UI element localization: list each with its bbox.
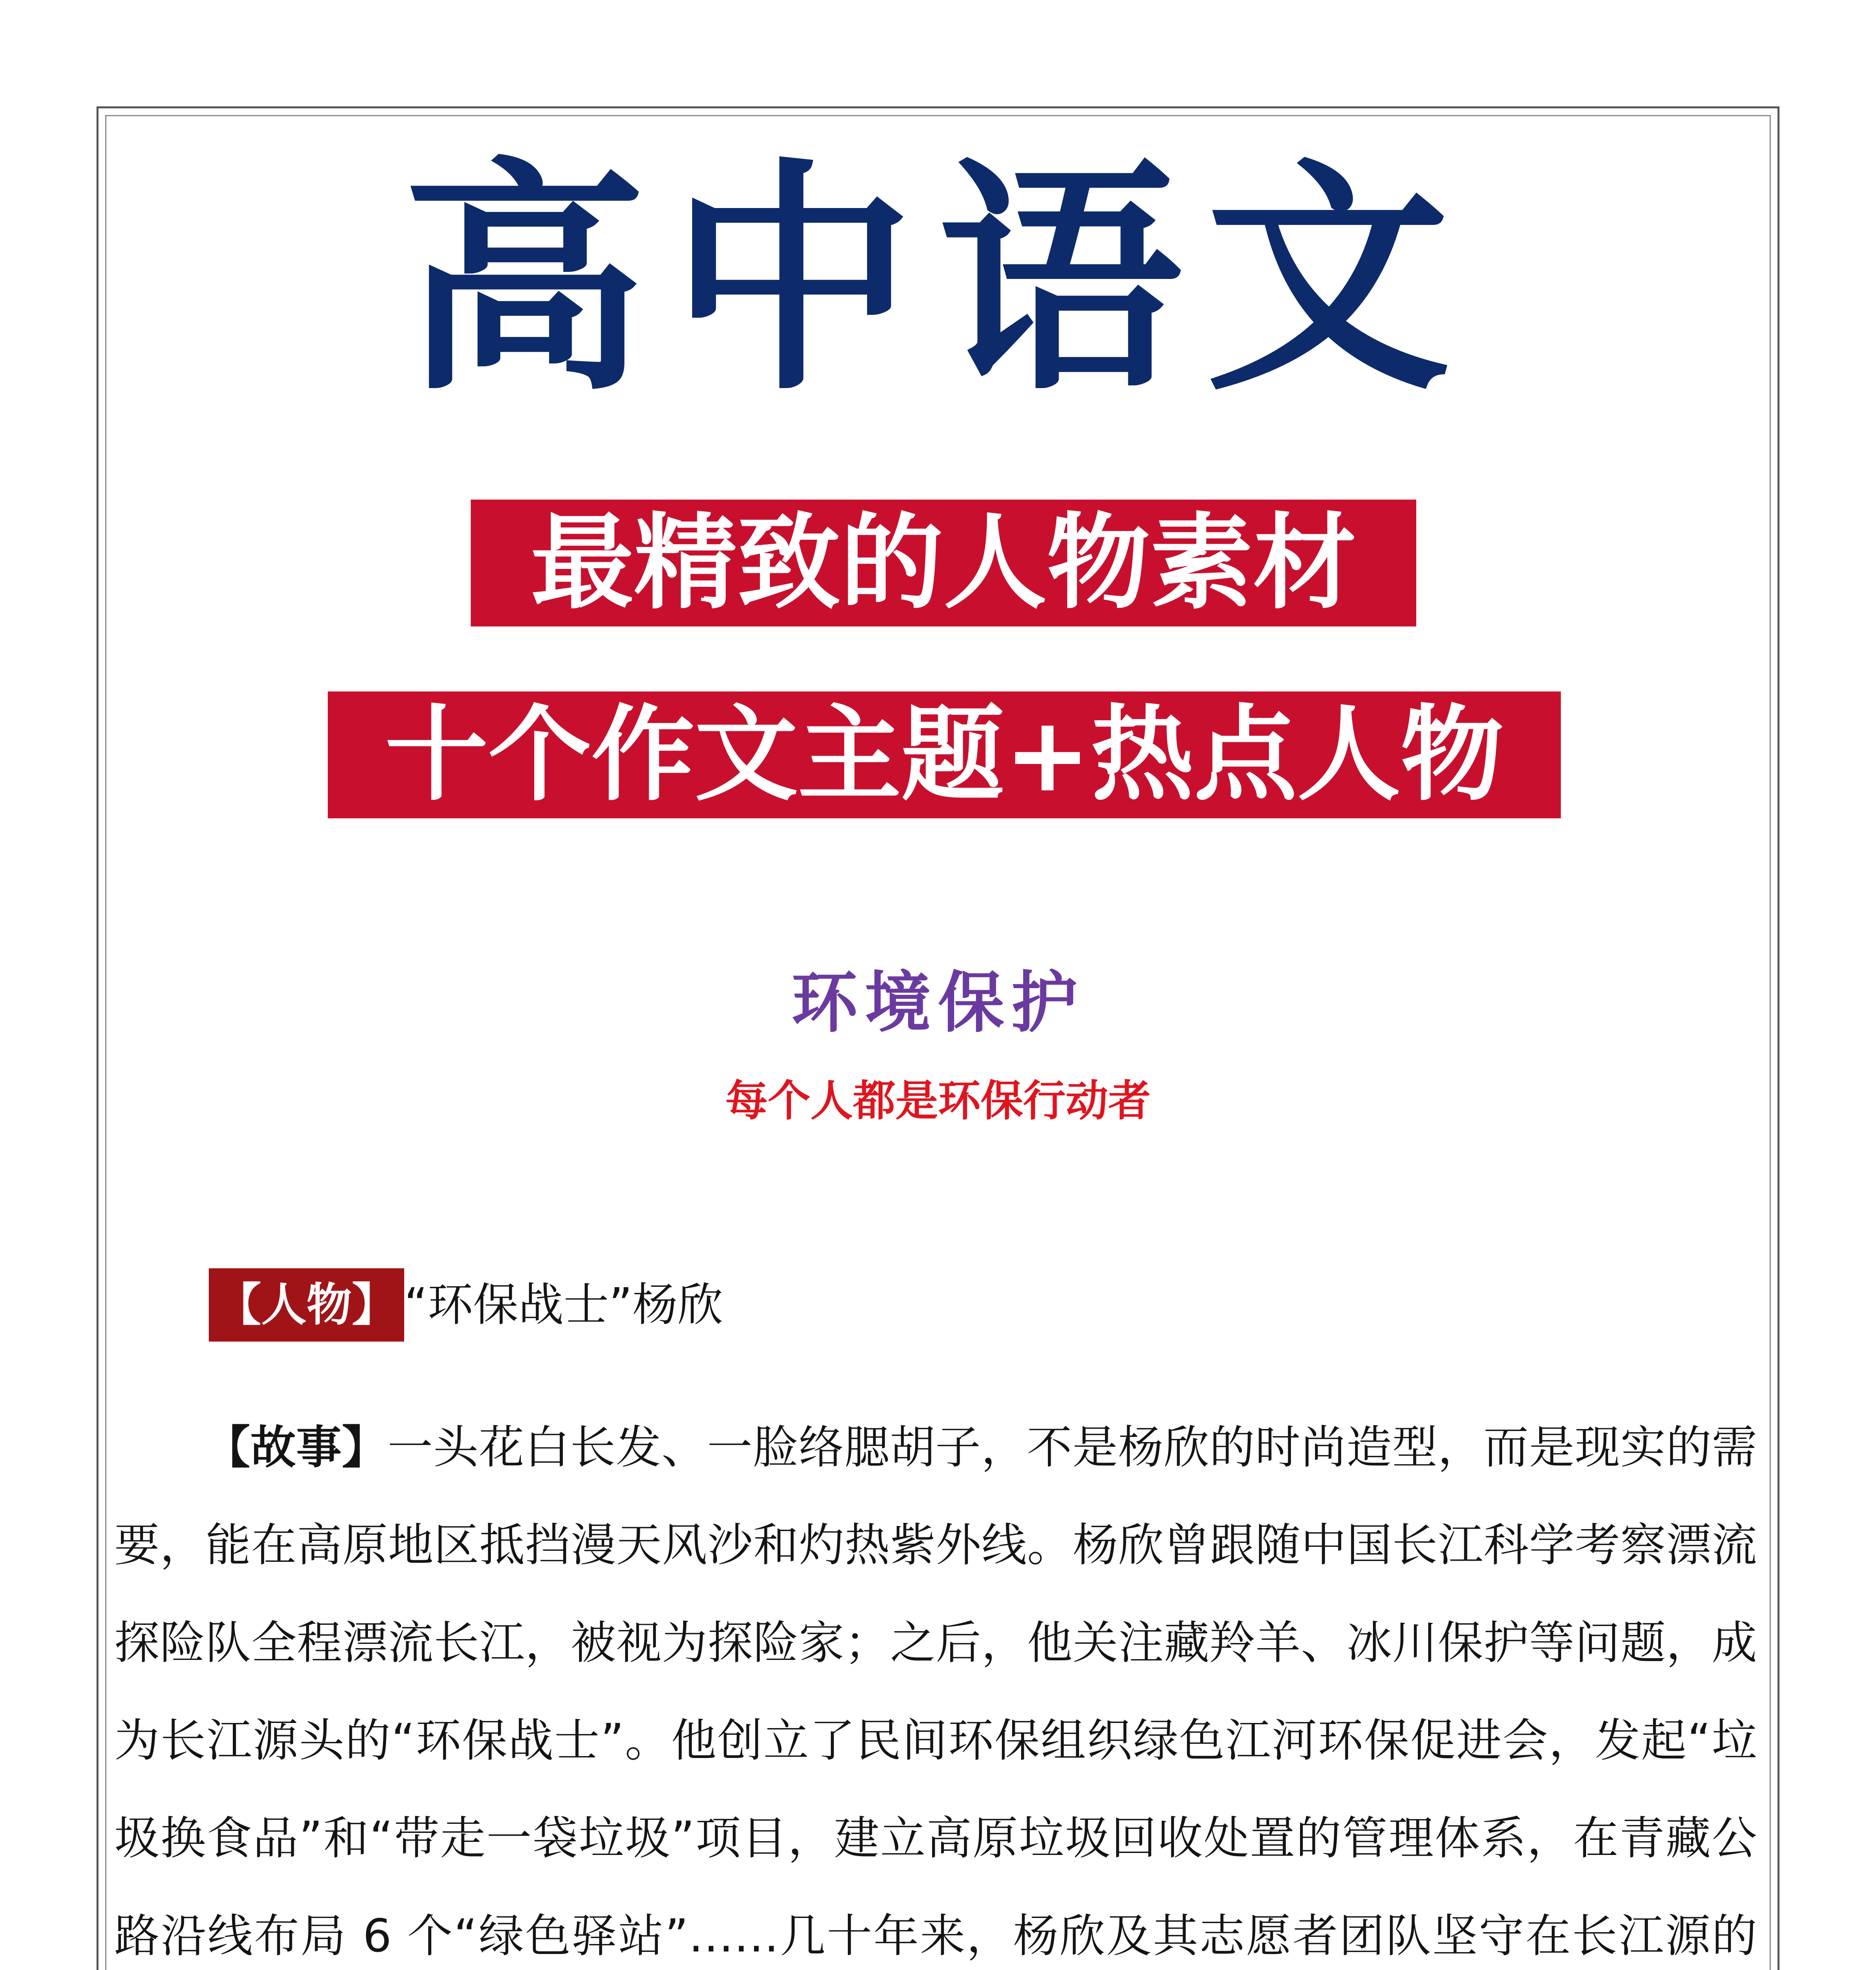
theme-subtitle: 每个人都是环保行动者 [725, 1076, 1151, 1126]
story-tag: 【故事】 [205, 1421, 388, 1474]
story-text: 一头花白长发、一脸络腮胡子，不是杨欣的时尚造型，而是现实的需要，能在高原地区抵挡漫天风沙和灼热紫外线。杨欣曾跟随中国长江科学考察漂流探险队全程漂流长江，被视为探险家；之后，他关注藏羚羊、冰川保护等问题，成为长江源头的“环保战士”。他创立了民间环保组织绿色江河环保促进会，发起“垃圾换食品”和“带走一袋垃圾”项目，建立高原垃圾回收处置的管理体系，在青藏公路沿线布局 6 个“绿色驿站”……几十年来，杨欣及其志愿者团队坚守在长江源的 [114, 1421, 1757, 1963]
banner-topics: 十个作文主题+热点人物 [328, 691, 1561, 818]
person-name: “环保战士”杨欣 [404, 1279, 723, 1331]
banner-material: 最精致的人物素材 [471, 500, 1416, 626]
main-title: 高中语文 [402, 136, 1474, 423]
person-tag: 【人物】 [209, 1268, 404, 1342]
theme-title: 环境保护 [791, 964, 1085, 1041]
person-line [114, 1266, 1757, 1344]
story-paragraph [114, 1399, 1757, 1970]
